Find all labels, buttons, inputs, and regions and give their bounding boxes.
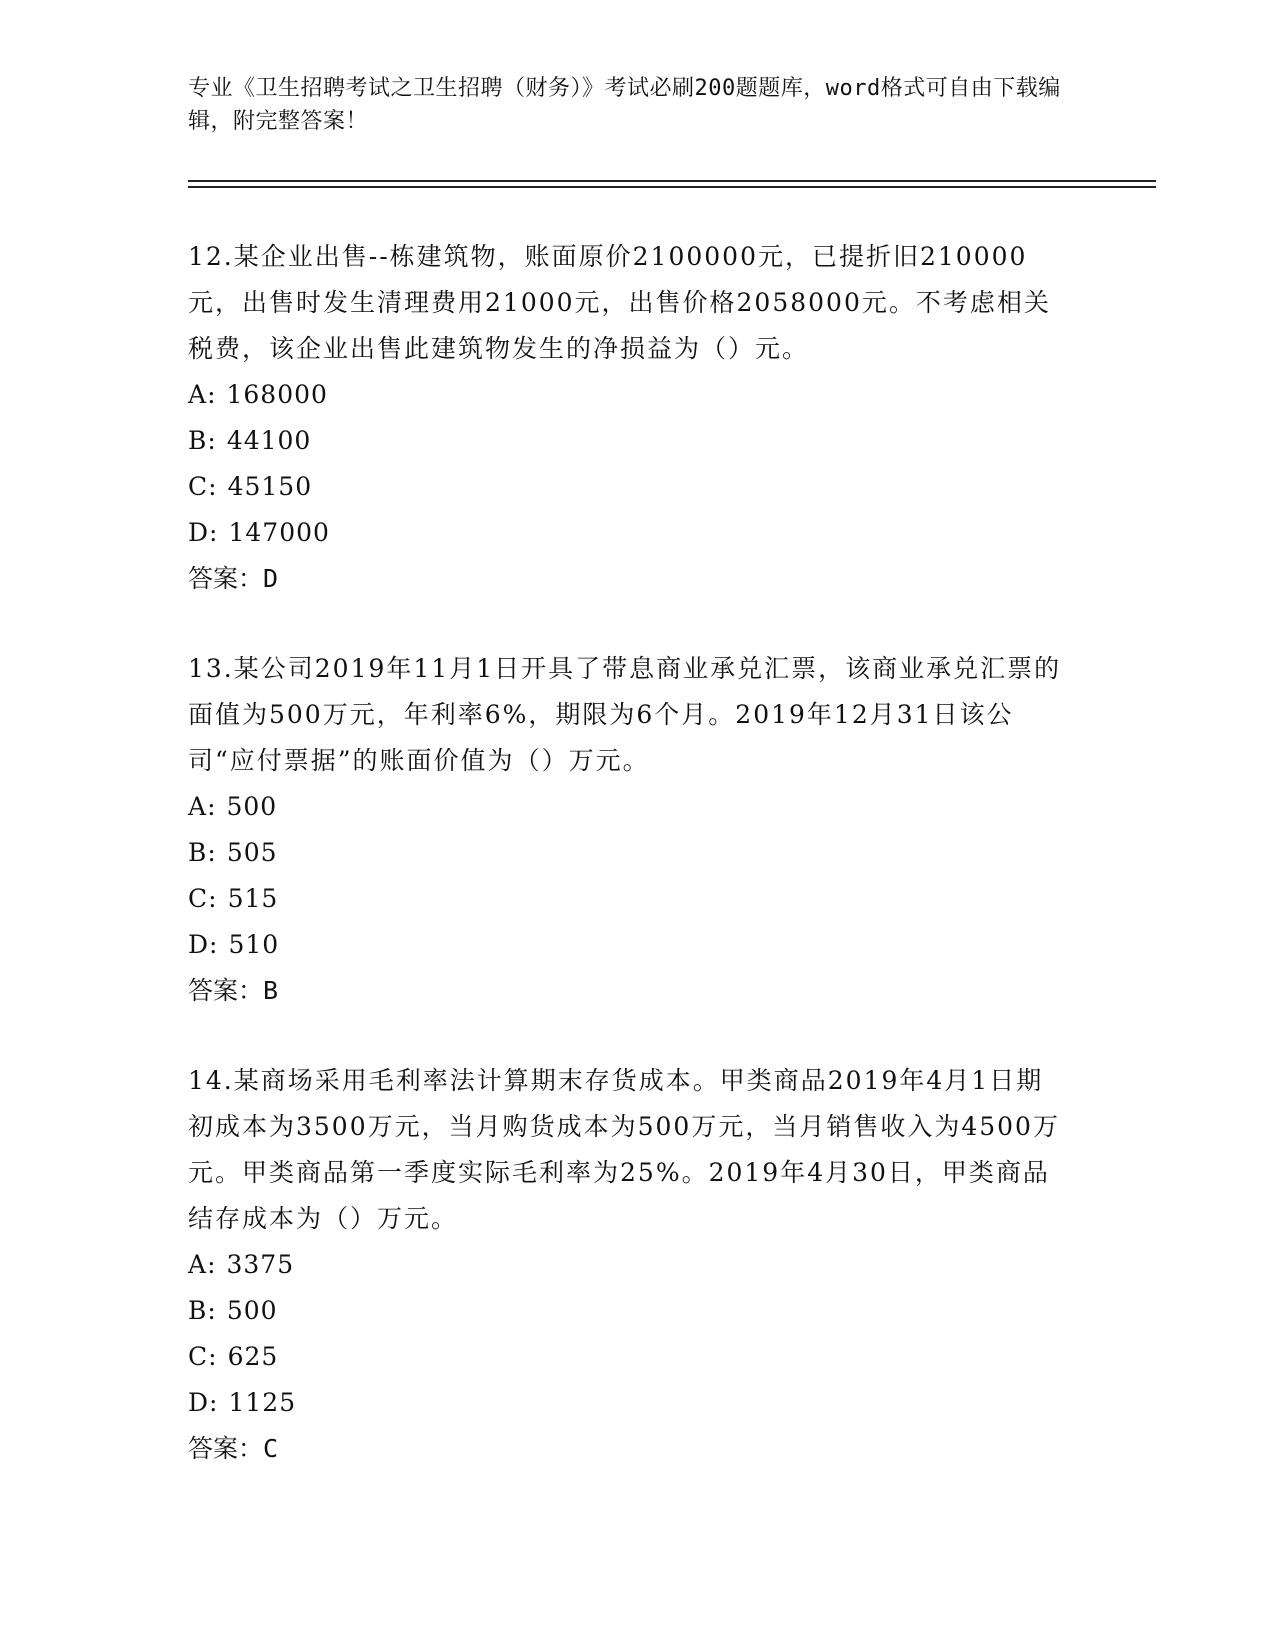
option-separator: :	[207, 426, 217, 455]
question-14	[188, 1058, 1068, 1472]
answer-value: D	[263, 564, 279, 593]
option-separator: :	[207, 792, 217, 821]
answer-value: C	[263, 1434, 279, 1463]
header-divider-top	[188, 180, 1156, 182]
answer-label: 答案：	[188, 564, 264, 593]
option-c	[188, 876, 1068, 922]
option-value: 510	[228, 930, 280, 959]
option-separator: :	[207, 1250, 217, 1279]
option-value: 168000	[226, 380, 328, 409]
option-value: 505	[226, 838, 278, 867]
option-value: 45150	[227, 472, 313, 501]
question-13	[188, 646, 1068, 1014]
answer-value: B	[263, 976, 279, 1005]
option-value: 44100	[226, 426, 312, 455]
answer-line	[188, 1426, 1068, 1472]
option-key: D	[188, 1388, 210, 1417]
question-12	[188, 234, 1068, 602]
option-separator: :	[209, 930, 219, 959]
option-d	[188, 1380, 1068, 1426]
option-c	[188, 464, 1068, 510]
option-d	[188, 510, 1068, 556]
option-b	[188, 418, 1068, 464]
question-stem: 13.某公司2019年11月1日开具了带息商业承兑汇票，该商业承兑汇票的面值为500万元，年利率6%，期限为6个月。2019年12月31日该公司“应付票据”的账面价值为（）万元。	[188, 654, 1062, 775]
option-value: 1125	[228, 1388, 297, 1417]
option-key: C	[188, 884, 209, 913]
option-key: B	[188, 426, 208, 455]
option-key: A	[188, 1250, 208, 1279]
option-value: 147000	[228, 518, 330, 547]
option-a	[188, 1242, 1068, 1288]
option-b	[188, 830, 1068, 876]
option-key: B	[188, 1296, 208, 1325]
option-a	[188, 372, 1068, 418]
option-value: 500	[226, 792, 278, 821]
answer-label: 答案：	[188, 976, 264, 1005]
option-separator: :	[208, 884, 218, 913]
option-separator: :	[209, 518, 219, 547]
option-separator: :	[207, 838, 217, 867]
option-key: A	[188, 792, 208, 821]
document-header: 专业《卫生招聘考试之卫生招聘（财务）》考试必刷200题题库，word格式可自由下载编辑，附完整答案！	[188, 76, 1061, 134]
option-key: A	[188, 380, 208, 409]
option-key: D	[188, 518, 210, 547]
answer-line	[188, 968, 1068, 1014]
option-b	[188, 1288, 1068, 1334]
option-separator: :	[208, 1342, 218, 1371]
option-c	[188, 1334, 1068, 1380]
option-separator: :	[207, 1296, 217, 1325]
option-value: 515	[227, 884, 279, 913]
question-stem: 12.某企业出售--栋建筑物，账面原价2100000元，已提折旧210000元，出售时发生清理费用21000元，出售价格2058000元。不考虑相关税费，该企业出售此建筑物发生的净损益为（）元。	[188, 242, 1051, 363]
option-a	[188, 784, 1068, 830]
option-key: C	[188, 1342, 209, 1371]
question-stem: 14.某商场采用毛利率法计算期末存货成本。甲类商品2019年4月1日期初成本为3500万元，当月购货成本为500万元，当月销售收入为4500万元。甲类商品第一季度实际毛利率为25%。2019年4月30日，甲类商品结存成本为（）万元。	[188, 1066, 1060, 1233]
option-key: B	[188, 838, 208, 867]
option-d	[188, 922, 1068, 968]
option-value: 500	[226, 1296, 278, 1325]
answer-line	[188, 556, 1068, 602]
option-separator: :	[209, 1388, 219, 1417]
option-value: 625	[227, 1342, 279, 1371]
option-separator: :	[208, 472, 218, 501]
option-key: D	[188, 930, 210, 959]
header-divider-bottom	[188, 186, 1156, 188]
option-key: C	[188, 472, 209, 501]
option-separator: :	[207, 380, 217, 409]
option-value: 3375	[226, 1250, 295, 1279]
answer-label: 答案：	[188, 1434, 264, 1463]
